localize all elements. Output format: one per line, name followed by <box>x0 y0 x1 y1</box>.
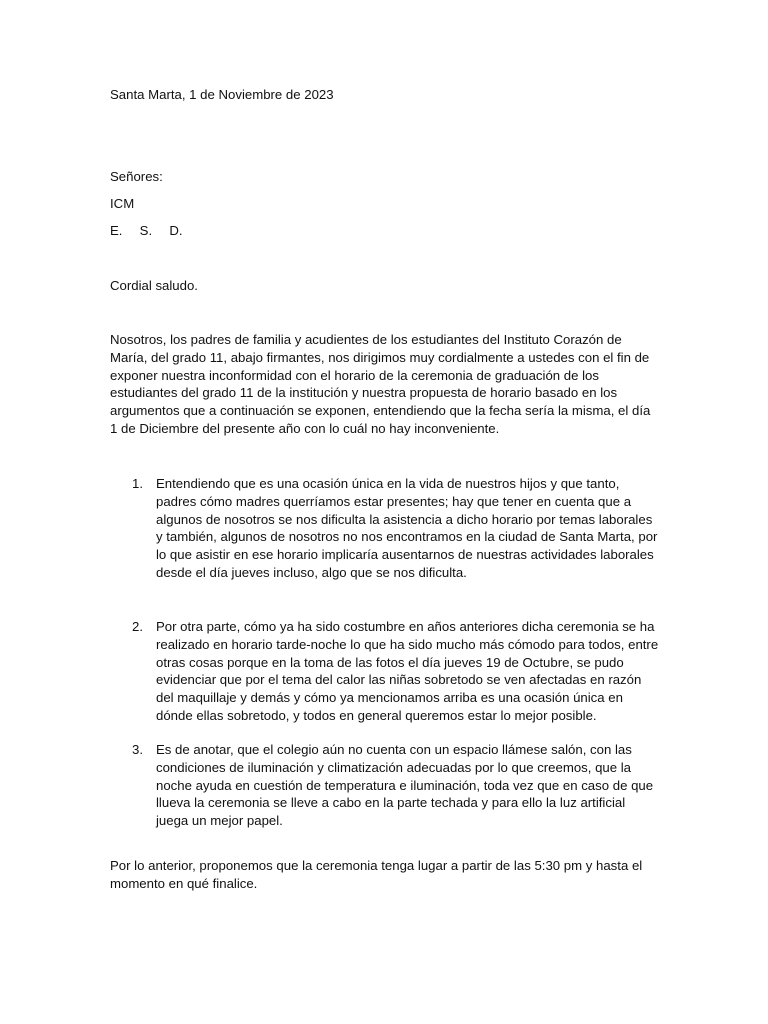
list-number: 3. <box>132 742 143 757</box>
list-text: Por otra parte, cómo ya ha sido costumbre en años anteriores dicha ceremonia se ha realizado en horario tarde-noche lo que ha sido mucho más cómodo para todos, entre otras cosas porque en la toma de las fotos el día jueves 19 de Octubre, se pudo evidenciar que por el tema del calor las niñas sobretodo se ven afectadas en razón del maquillaje y demás y cómo ya mencionamos arriba es una ocasión única en dónde ellas sobretodo, y todos en general queremos estar lo mejor posible. <box>156 619 659 723</box>
place-date: Santa Marta, 1 de Noviembre de 2023 <box>110 87 334 102</box>
conclusion-paragraph: Por lo anterior, proponemos que la ceremonia tenga lugar a partir de las 5:30 pm y hasta el momento en qué finalice. <box>110 858 643 891</box>
recipient-esd <box>110 222 183 240</box>
list-text: Es de anotar, que el colegio aún no cuenta con un espacio llámese salón, con las condiciones de iluminación y climatización adecuadas por lo que creemos, que la noche ayuda en cuestión de temperatura e iluminación, toda vez que en caso de que llueva la ceremonia se lleve a cabo en la parte techada y para ello la luz artificial juega un mejor papel. <box>156 742 654 829</box>
list-text: Entendiendo que es una ocasión única en la vida de nuestros hijos y que tanto, padres cómo madres querríamos estar presentes; hay que tener en cuenta que a algunos de nosotros se nos dificulta la asistencia a dicho horario por temas laborales y también, algunos de nosotros no nos encontramos en la ciudad de Santa Marta, por lo que asistir en ese horario implicaría ausentarnos de nuestras actividades laborales desde el día jueves incluso, algo que se nos dificulta. <box>156 476 658 580</box>
list-number: 2. <box>132 619 143 634</box>
esd-e: E. <box>110 223 123 238</box>
greeting: Cordial saludo. <box>110 278 198 293</box>
esd-s: S. <box>139 223 153 238</box>
esd-d: D. <box>169 223 183 238</box>
list-number: 1. <box>132 476 143 491</box>
intro-paragraph: Nosotros, los padres de familia y acudientes de los estudiantes del Instituto Corazón de María, del grado 11, abajo firmantes, nos dirigimos muy cordialmente a ustedes con el fin de exponer nuestra inconformidad con el horario de la ceremonia de graduación de los estudiantes del grado 11 de la institución y nuestra propuesta de horario basado en los argumentos que a continuación se exponen, entendiendo que la fecha sería la misma, el día 1 de Diciembre del presente año con lo cuál no hay inconveniente. <box>110 332 651 436</box>
recipient-name: ICM <box>110 196 135 211</box>
recipient-salutation: Señores: <box>110 169 163 184</box>
